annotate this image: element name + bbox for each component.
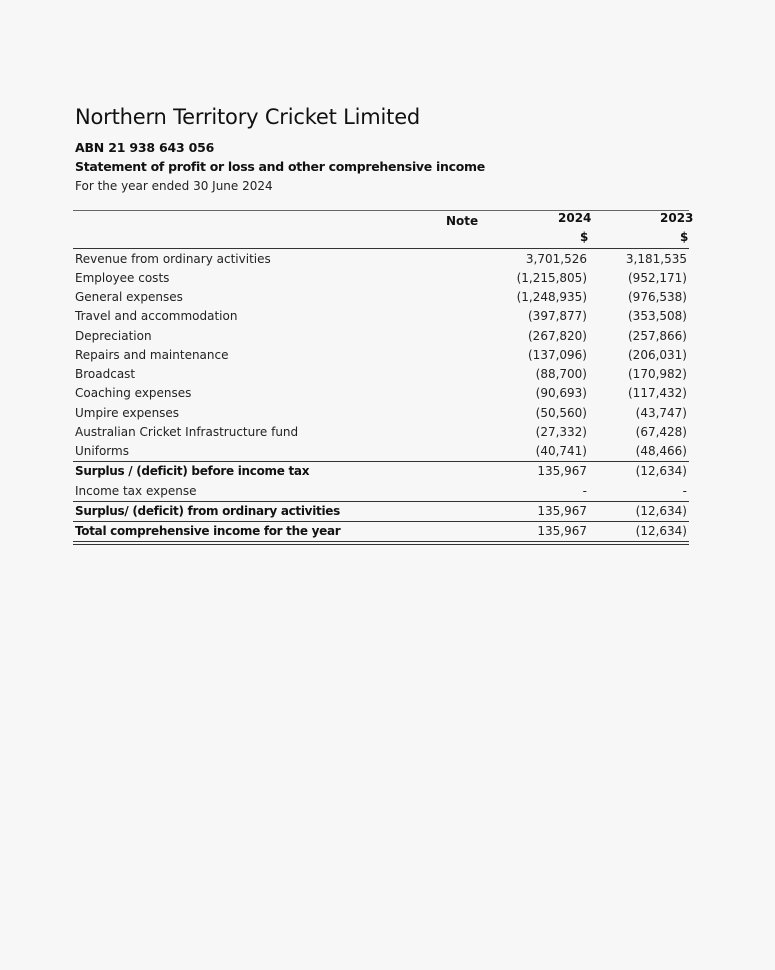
row-label: General expenses: [75, 290, 183, 304]
value-2024: (88,700): [535, 367, 587, 381]
value-2024: -: [582, 484, 587, 498]
table-row: [0, 423, 775, 442]
row-label: Repairs and maintenance: [75, 348, 229, 362]
table-row: [0, 288, 775, 307]
row-label: Uniforms: [75, 444, 129, 458]
value-2024: (50,560): [535, 406, 587, 420]
value-2024: (90,693): [535, 386, 587, 400]
row-label: Travel and accommodation: [75, 309, 238, 323]
value-2023: (43,747): [635, 406, 687, 420]
row-label: Depreciation: [75, 329, 152, 343]
table-row-subtotal: [0, 462, 775, 481]
row-label: Australian Cricket Infrastructure fund: [75, 425, 299, 439]
value-2023: (12,634): [635, 524, 687, 538]
value-2024: (267,820): [528, 329, 587, 343]
total-double-rule-2: [73, 544, 689, 545]
value-2023: (170,982): [628, 367, 687, 381]
table-row: [0, 307, 775, 326]
statement-title: Statement of profit or loss and other comprehensive income: [75, 159, 485, 174]
row-label: Income tax expense: [75, 484, 197, 498]
currency-2023-header: $: [680, 230, 689, 244]
table-row: [0, 384, 775, 403]
value-2023: (48,466): [635, 444, 687, 458]
value-2024: (1,248,935): [516, 290, 587, 304]
row-label: Total comprehensive income for the year: [75, 524, 341, 538]
table-row: [0, 482, 775, 501]
reporting-period: For the year ended 30 June 2024: [75, 179, 273, 193]
row-label: Coaching expenses: [75, 386, 192, 400]
value-2024: (40,741): [535, 444, 587, 458]
table-row: [0, 346, 775, 365]
table-row-total: [0, 522, 775, 541]
table-row-surplus: [0, 502, 775, 521]
header-bottom-rule: [73, 248, 689, 249]
value-2023: (67,428): [635, 425, 687, 439]
row-label: Revenue from ordinary activities: [75, 252, 271, 266]
value-2024: 3,701,526: [525, 252, 587, 266]
value-2024: 135,967: [537, 464, 587, 478]
value-2023: (257,866): [628, 329, 687, 343]
table-row: [0, 404, 775, 423]
note-column-header: Note: [446, 214, 479, 228]
value-2023: (952,171): [628, 271, 687, 285]
row-label: Employee costs: [75, 271, 170, 285]
value-2023: (206,031): [628, 348, 687, 362]
value-2023: (12,634): [635, 504, 687, 518]
row-label: Umpire expenses: [75, 406, 180, 420]
abn-number: ABN 21 938 643 056: [75, 140, 215, 155]
value-2023: (976,538): [628, 290, 687, 304]
value-2024: (397,877): [528, 309, 587, 323]
value-2023: -: [682, 484, 687, 498]
row-label: Broadcast: [75, 367, 136, 381]
row-label: Surplus / (deficit) before income tax: [75, 464, 310, 478]
year-2024-header: 2024: [558, 211, 592, 225]
company-name: Northern Territory Cricket Limited: [75, 105, 421, 129]
table-row: [0, 269, 775, 288]
value-2023: (117,432): [628, 386, 687, 400]
currency-2024-header: $: [580, 230, 589, 244]
table-row: [0, 327, 775, 346]
header-top-rule: [73, 210, 689, 211]
value-2023: (353,508): [628, 309, 687, 323]
total-double-rule-1: [73, 541, 689, 542]
value-2023: 3,181,535: [625, 252, 687, 266]
table-row: [0, 250, 775, 269]
value-2024: (137,096): [528, 348, 587, 362]
row-label: Surplus/ (deficit) from ordinary activities: [75, 504, 340, 518]
table-row: [0, 442, 775, 461]
year-2023-header: 2023: [660, 211, 694, 225]
table-row: [0, 365, 775, 384]
value-2024: (1,215,805): [516, 271, 587, 285]
value-2023: (12,634): [635, 464, 687, 478]
value-2024: 135,967: [537, 504, 587, 518]
value-2024: 135,967: [537, 524, 587, 538]
value-2024: (27,332): [535, 425, 587, 439]
